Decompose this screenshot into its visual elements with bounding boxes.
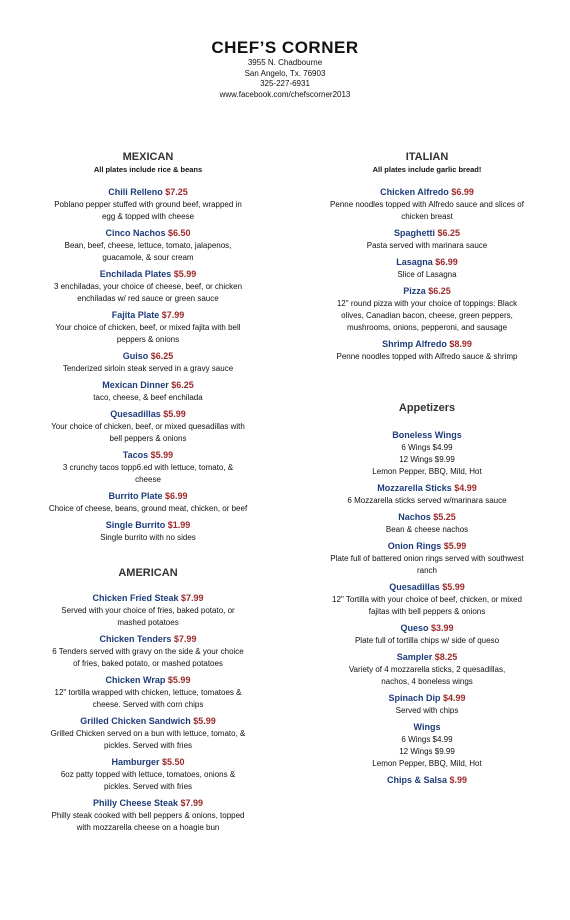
menu-item-name	[12, 186, 284, 199]
section-subtitle-mexican: All plates include rice & beans	[93, 165, 203, 174]
italian-section	[292, 150, 562, 363]
item-name: Chicken Wrap	[105, 675, 166, 685]
description-line: fajitas with bell peppers & onions	[368, 607, 486, 616]
item-description	[12, 281, 284, 305]
description-line: Grilled Chicken served on a bun with lettuce, tomato, &	[50, 729, 246, 738]
item-price: $6.99	[165, 491, 188, 501]
item-name: Mexican Dinner	[102, 380, 169, 390]
section-title-american: AMERICAN	[118, 567, 178, 579]
item-description	[12, 462, 284, 486]
item-price: $5.99	[173, 269, 197, 279]
item-description	[292, 553, 562, 577]
menu-item-name	[292, 186, 562, 199]
item-description	[12, 421, 284, 445]
appetizers-section	[292, 401, 562, 787]
item-description	[12, 503, 284, 515]
item-name: Hamburger	[111, 757, 160, 767]
menu-item	[12, 756, 284, 793]
menu-item-name	[292, 338, 562, 351]
item-description	[12, 240, 284, 264]
menu-item-name	[12, 797, 284, 810]
item-price: $6.25	[428, 286, 451, 296]
menu-item	[292, 482, 562, 507]
item-description	[12, 605, 284, 629]
description-line: pickles. Served with fries	[103, 782, 193, 791]
description-line: nachos, 4 boneless wings	[381, 677, 473, 686]
menu-item-name	[292, 429, 562, 442]
menu-header	[0, 38, 570, 100]
menu-item	[292, 540, 562, 577]
menu-item-name	[12, 592, 284, 605]
menu-item-name	[292, 692, 562, 705]
item-name: Lasagna	[396, 257, 433, 267]
item-description	[292, 298, 562, 334]
description-line: Lemon Pepper, BBQ, Mild, Hot	[372, 467, 482, 476]
description-line: Served with your choice of fries, baked potato, or	[61, 606, 235, 615]
item-description	[12, 363, 284, 375]
description-line: chicken breast	[401, 212, 453, 221]
menu-item	[12, 674, 284, 711]
menu-item	[292, 721, 562, 770]
description-line: Penne noodles topped with Alfredo sauce and slices of	[330, 200, 524, 209]
description-line: Tenderized sirloin steak served in a gravy sauce	[62, 364, 234, 373]
item-description	[12, 646, 284, 670]
menu-item	[292, 774, 562, 787]
item-name: Mozzarella Sticks	[377, 483, 452, 493]
description-line: taco, cheese, & beef enchilada	[93, 393, 203, 402]
section-title-mexican: MEXICAN	[122, 151, 174, 163]
description-line: egg & topped with cheese	[101, 212, 195, 221]
menu-item-name	[12, 379, 284, 392]
menu-item-name	[12, 633, 284, 646]
item-price: $8.25	[434, 652, 458, 662]
item-description	[292, 240, 562, 252]
menu-item-name	[12, 449, 284, 462]
item-description	[292, 635, 562, 647]
description-line: 6oz patty topped with lettuce, tomatoes, onions &	[60, 770, 236, 779]
description-line: guacamole, & sour cream	[102, 253, 194, 262]
item-description	[292, 664, 562, 688]
menu-item	[12, 449, 284, 486]
item-name: Spinach Dip	[388, 693, 441, 703]
item-name: Wings	[413, 722, 441, 732]
description-line: peppers & onions	[116, 335, 180, 344]
item-name: Burrito Plate	[108, 491, 163, 501]
item-name: Nachos	[398, 512, 431, 522]
menu-item-name	[12, 227, 284, 240]
description-line: Your choice of chicken, beef, or mixed fajita with bell	[55, 323, 241, 332]
description-line: Plate full of tortilla chips w/ side of queso	[354, 636, 500, 645]
menu-item-name	[12, 674, 284, 687]
item-description	[292, 734, 562, 770]
item-price: $5.99	[167, 675, 191, 685]
item-price: $6.25	[171, 380, 194, 390]
item-description	[12, 322, 284, 346]
description-line: 3 enchiladas, your choice of cheese, beef, or chicken	[53, 282, 243, 291]
item-description	[12, 199, 284, 223]
menu-item-name	[292, 511, 562, 524]
item-price: $7.99	[173, 634, 197, 644]
menu-item	[12, 592, 284, 629]
menu-item-name	[12, 268, 284, 281]
item-price: $7.99	[181, 593, 204, 603]
item-name: Guiso	[122, 351, 149, 361]
menu-item	[12, 408, 284, 445]
menu-item	[12, 715, 284, 752]
item-name: Pizza	[403, 286, 426, 296]
menu-item-name	[292, 540, 562, 553]
menu-item	[292, 285, 562, 334]
description-line: 12" Tortilla with your choice of beef, chicken, or mixed	[332, 595, 522, 604]
item-price: $6.50	[168, 228, 191, 238]
description-line: mushrooms, onions, pepperoni, and sausage	[346, 323, 508, 332]
item-description	[292, 199, 562, 223]
menu-item	[292, 429, 562, 478]
item-description	[292, 705, 562, 717]
item-price: $7.99	[180, 798, 204, 808]
menu-item-name	[292, 774, 562, 787]
item-price: $5.50	[162, 757, 185, 767]
menu-item-name	[292, 256, 562, 269]
italian-items	[292, 186, 562, 363]
menu-item	[292, 581, 562, 618]
item-price: $.99	[449, 775, 468, 785]
description-line: 6 Mozzarella sticks served w/marinara sauce	[347, 496, 507, 505]
address-line-1: 3955 N. Chadbourne	[247, 58, 323, 67]
menu-item	[292, 186, 562, 223]
menu-item	[12, 186, 284, 223]
description-line: 12" tortilla wrapped with chicken, lettuce, tomatoes &	[54, 688, 242, 697]
item-price: $1.99	[167, 520, 191, 530]
item-name: Chicken Tenders	[99, 634, 172, 644]
website-link[interactable]: www.facebook.com/chefscorner2013	[219, 89, 351, 99]
item-name: Grilled Chicken Sandwich	[80, 716, 191, 726]
item-description	[12, 728, 284, 752]
item-name: Quesadillas	[110, 409, 161, 419]
description-line: Served with chips	[395, 706, 459, 715]
item-description	[292, 594, 562, 618]
section-title-appetizers: Appetizers	[398, 402, 456, 414]
menu-item	[12, 797, 284, 834]
mexican-items	[12, 186, 284, 544]
item-name: Chicken Alfredo	[380, 187, 449, 197]
item-price: $4.99	[454, 483, 477, 493]
description-line: Poblano pepper stuffed with ground beef, wrapped in	[54, 200, 242, 209]
menu-item-name	[292, 227, 562, 240]
menu-item-name	[292, 581, 562, 594]
description-line: Variety of 4 mozzarella sticks, 2 quesadillas,	[348, 665, 506, 674]
menu-item-name	[12, 756, 284, 769]
description-line: Philly steak cooked with bell peppers & onions, topped	[51, 811, 245, 820]
item-price: $8.99	[449, 339, 472, 349]
item-name: Shrimp Alfredo	[382, 339, 447, 349]
description-line: olives, Canadian bacon, cheese, green peppers,	[341, 311, 513, 320]
description-line: 12 Wings $9.99	[399, 455, 455, 464]
menu-item-name	[12, 715, 284, 728]
item-price: $5.25	[433, 512, 456, 522]
item-description	[292, 351, 562, 363]
item-name: Queso	[400, 623, 429, 633]
item-description	[12, 810, 284, 834]
description-line: 12 Wings $9.99	[399, 747, 455, 756]
restaurant-name: CHEF’S CORNER	[211, 38, 359, 57]
description-line: 6 Wings $4.99	[401, 443, 453, 452]
description-line: bell peppers & onions	[109, 434, 187, 443]
menu-item-name	[292, 482, 562, 495]
menu-item	[292, 256, 562, 281]
description-line: 6 Tenders served with gravy on the side & your choice	[52, 647, 244, 656]
item-price: $6.99	[435, 257, 458, 267]
description-line: cheese	[135, 475, 161, 484]
menu-item-name	[12, 408, 284, 421]
menu-item	[12, 227, 284, 264]
item-price: $3.99	[431, 623, 454, 633]
menu-item-name	[12, 350, 284, 363]
description-line: 12" round pizza with your choice of toppings: Black	[336, 299, 518, 308]
description-line: Choice of cheese, beans, ground meat, chicken, or beef	[48, 504, 248, 513]
menu-item	[12, 633, 284, 670]
description-line: Bean & cheese nachos	[385, 525, 469, 534]
menu-item-name	[12, 490, 284, 503]
item-description	[292, 442, 562, 478]
item-name: Single Burrito	[105, 520, 166, 530]
menu-item	[12, 309, 284, 346]
left-column	[12, 150, 284, 838]
description-line: Slice of Lasagna	[397, 270, 457, 279]
menu-item	[292, 622, 562, 647]
item-price: $5.99	[442, 582, 465, 592]
menu-item-name	[292, 651, 562, 664]
description-line: Penne noodles topped with Alfredo sauce & shrimp	[336, 352, 518, 361]
menu-item-name	[292, 285, 562, 298]
item-price: $5.99	[163, 409, 186, 419]
item-name: Sampler	[396, 652, 433, 662]
menu-item	[12, 490, 284, 515]
item-name: Enchilada Plates	[99, 269, 172, 279]
description-line: Lemon Pepper, BBQ, Mild, Hot	[372, 759, 482, 768]
item-description	[292, 524, 562, 536]
menu-item	[292, 692, 562, 717]
menu-item	[292, 227, 562, 252]
menu-item	[292, 511, 562, 536]
description-line: of fries, baked potato, or mashed potatoes	[73, 659, 223, 668]
item-name: Boneless Wings	[392, 430, 462, 440]
item-price: $7.25	[165, 187, 188, 197]
item-name: Tacos	[122, 450, 149, 460]
address-line-2: San Angelo, Tx. 76903	[244, 68, 326, 78]
description-line: Bean, beef, cheese, lettuce, tomato, jalapenos,	[64, 241, 232, 250]
item-price: $6.99	[451, 187, 474, 197]
item-price: $5.99	[150, 450, 174, 460]
item-name: Fajita Plate	[111, 310, 160, 320]
description-line: Pasta served with marinara sauce	[366, 241, 488, 250]
menu-item	[12, 268, 284, 305]
mexican-section	[12, 150, 284, 544]
item-name: Onion Rings	[387, 541, 442, 551]
section-subtitle-italian: All plates include garlic bread!	[372, 165, 482, 174]
item-price: $4.99	[443, 693, 466, 703]
description-line: Plate full of battered onion rings served with southwest	[330, 554, 524, 563]
menu-item-name	[292, 622, 562, 635]
description-line: enchiladas w/ red sauce or green sauce	[77, 294, 219, 303]
description-line: 6 Wings $4.99	[401, 735, 453, 744]
phone-number: 325-227-6931	[260, 79, 310, 88]
menu-item-name	[292, 721, 562, 734]
item-name: Cinco Nachos	[105, 228, 166, 238]
item-name: Chili Relleno	[108, 187, 163, 197]
section-title-italian: ITALIAN	[405, 151, 449, 163]
american-items	[12, 592, 284, 834]
description-line: 3 crunchy tacos topp6.ed with lettuce, tomato, &	[62, 463, 234, 472]
menu-item	[12, 379, 284, 404]
item-price: $6.25	[150, 351, 174, 361]
description-line: pickles. Served with fries	[103, 741, 193, 750]
item-price: $5.99	[443, 541, 467, 551]
item-description	[12, 392, 284, 404]
description-line: Single burrito with no sides	[100, 533, 196, 542]
appetizer-items	[292, 429, 562, 787]
item-name: Chips & Salsa	[386, 775, 447, 785]
description-line: Your choice of chicken, beef, or mixed quesadillas with	[51, 422, 245, 431]
item-description	[292, 269, 562, 281]
menu-item-name	[12, 519, 284, 532]
item-name: Spaghetti	[393, 228, 435, 238]
item-price: $6.25	[437, 228, 461, 238]
menu-item	[292, 651, 562, 688]
item-description	[292, 495, 562, 507]
item-name: Chicken Fried Steak	[92, 593, 179, 603]
menu-item-name	[12, 309, 284, 322]
menu-item	[292, 338, 562, 363]
menu-item	[12, 350, 284, 375]
american-section	[12, 566, 284, 834]
description-line: with mozzarella cheese on a hoagie bun	[76, 823, 220, 832]
description-line: ranch	[416, 566, 437, 575]
item-price: $5.99	[193, 716, 216, 726]
item-description	[12, 687, 284, 711]
item-price: $7.99	[161, 310, 185, 320]
description-line: cheese. Served with corn chips	[92, 700, 204, 709]
menu-item	[12, 519, 284, 544]
item-description	[12, 532, 284, 544]
right-column	[292, 150, 562, 787]
description-line: mashed potatoes	[117, 618, 179, 627]
item-name: Quesadillas	[389, 582, 440, 592]
item-description	[12, 769, 284, 793]
item-name: Philly Cheese Steak	[92, 798, 178, 808]
